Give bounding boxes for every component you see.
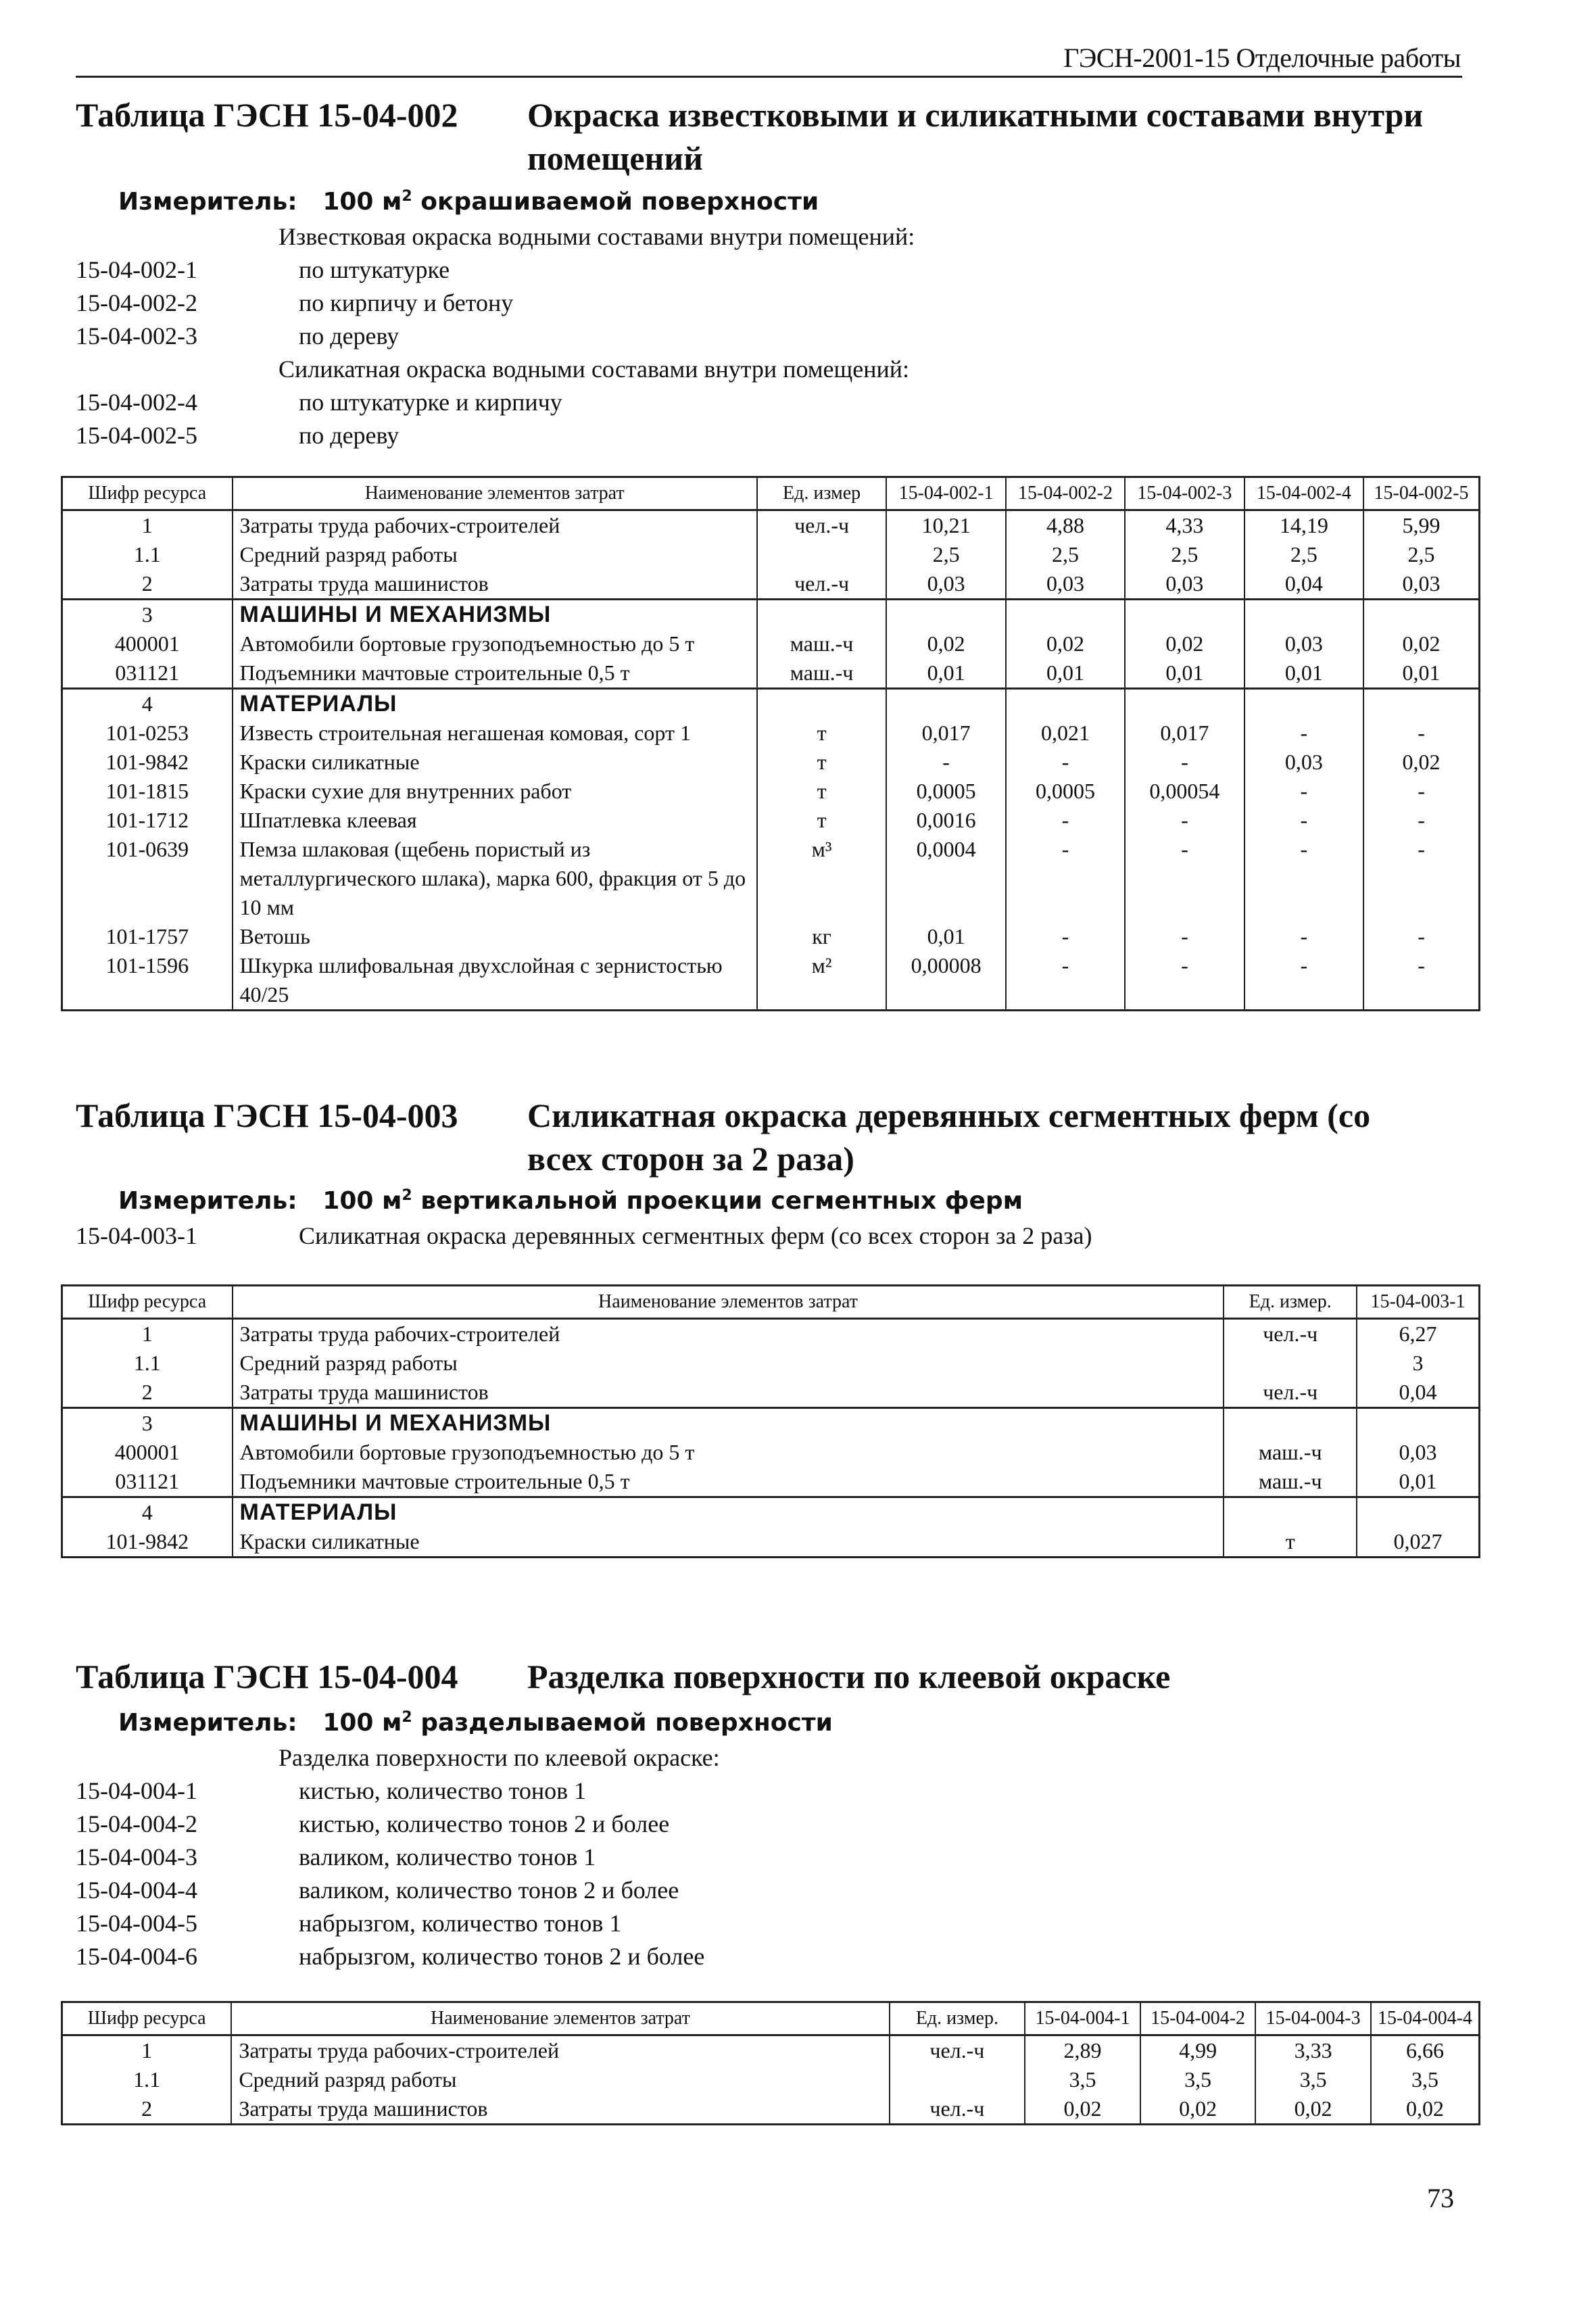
value-cell: - xyxy=(1125,806,1244,835)
value-cell: 2,89 xyxy=(1025,2035,1140,2066)
spec-row xyxy=(76,386,1428,419)
value-cell: 0,03 xyxy=(1006,569,1125,600)
unit xyxy=(757,540,887,569)
table-row xyxy=(62,777,1480,806)
unit: чел.-ч xyxy=(757,510,887,541)
value-cell: 3,5 xyxy=(1140,2065,1256,2094)
meter-sup: 2 xyxy=(402,188,412,205)
meter-label: Измеритель: xyxy=(118,188,297,216)
value-cell: 0,017 xyxy=(886,719,1005,748)
value-cell: 2,5 xyxy=(1244,540,1363,569)
table-row xyxy=(62,1497,1480,1528)
value-cell: 0,021 xyxy=(1006,719,1125,748)
value-cell: - xyxy=(1244,951,1363,1011)
value-cell xyxy=(1125,689,1244,719)
table2-spec-list xyxy=(76,1220,1495,1253)
value-cell: - xyxy=(1244,835,1363,922)
spec-row xyxy=(76,287,1428,320)
unit: м³ xyxy=(757,835,887,922)
table-row xyxy=(62,806,1480,835)
spec-row xyxy=(76,1874,1428,1907)
resource-code: 1 xyxy=(62,2035,232,2066)
value-cell: - xyxy=(886,748,1005,777)
value-cell: 0,02 xyxy=(1006,629,1125,658)
value-cell: 0,02 xyxy=(1363,748,1479,777)
value-cell: 2,5 xyxy=(1125,540,1244,569)
value-cell: 4,88 xyxy=(1006,510,1125,541)
resource-code: 101-9842 xyxy=(62,748,233,777)
column-header: Ед. измер xyxy=(757,477,887,510)
table-row xyxy=(62,2065,1480,2094)
column-header: 15-04-002-3 xyxy=(1125,477,1244,510)
value-cell: 0,02 xyxy=(1255,2094,1371,2125)
table1-spec-list xyxy=(76,220,1428,452)
table-row xyxy=(62,951,1480,1011)
meter-label: Измеритель: xyxy=(118,1187,297,1215)
resource-name: Известь строительная негашеная комовая, сорт 1 xyxy=(233,719,757,748)
value-cell: 3,5 xyxy=(1371,2065,1480,2094)
value-cell: - xyxy=(1006,951,1125,1011)
resource-code: 2 xyxy=(62,1378,233,1408)
unit: чел.-ч xyxy=(757,569,887,600)
value-cell: 0,04 xyxy=(1244,569,1363,600)
table3-code: Таблица ГЭСН 15-04-004 xyxy=(76,1658,458,1695)
spec-row xyxy=(76,1775,1428,1808)
value-cell: 0,03 xyxy=(1357,1438,1479,1467)
table1-name: Окраска известковыми и силикатными составами внутри помещений xyxy=(527,96,1424,177)
table-row xyxy=(62,1467,1480,1497)
spec-code: 15-04-004-3 xyxy=(76,1843,197,1871)
table2-name: Силикатная окраска деревянных сегментных ферм (со всех сторон за 2 раза) xyxy=(527,1096,1371,1178)
table-row xyxy=(62,1527,1480,1558)
resource-code: 101-1815 xyxy=(62,777,233,806)
value-cell xyxy=(1125,600,1244,630)
unit xyxy=(1224,1497,1357,1528)
column-header: Наименование элементов затрат xyxy=(231,2002,889,2035)
value-cell xyxy=(1363,600,1479,630)
table1-meter xyxy=(118,188,819,216)
value-cell: 0,02 xyxy=(1140,2094,1256,2125)
meter-sup: 2 xyxy=(402,1709,412,1726)
unit: маш.-ч xyxy=(1224,1467,1357,1497)
value-cell: 0,01 xyxy=(1244,658,1363,689)
value-cell: 0,03 xyxy=(1244,629,1363,658)
value-cell: - xyxy=(1244,806,1363,835)
unit: т xyxy=(757,806,887,835)
resource-name: Затраты труда машинистов xyxy=(233,569,757,600)
value-cell: 0,02 xyxy=(1371,2094,1480,2125)
column-header: 15-04-004-4 xyxy=(1371,2002,1480,2035)
value-cell: - xyxy=(1363,719,1479,748)
resource-code: 1.1 xyxy=(62,1349,233,1378)
spec-row xyxy=(76,1907,1428,1940)
column-header: 15-04-002-5 xyxy=(1363,477,1479,510)
section-title: МАТЕРИАЛЫ xyxy=(233,689,757,719)
column-header: Наименование элементов затрат xyxy=(233,1286,1224,1319)
spec-text: по дереву xyxy=(299,322,400,349)
value-cell: 0,03 xyxy=(1125,569,1244,600)
value-cell: 0,03 xyxy=(886,569,1005,600)
spec-row xyxy=(76,353,1428,386)
resource-code: 3 xyxy=(62,600,233,630)
table-row xyxy=(62,629,1480,658)
spec-code: 15-04-004-4 xyxy=(76,1877,197,1904)
value-cell: 0,01 xyxy=(1125,658,1244,689)
resource-name: Краски силикатные xyxy=(233,748,757,777)
spec-code: 15-04-002-1 xyxy=(76,256,197,283)
value-cell: 0,00054 xyxy=(1125,777,1244,806)
spec-row xyxy=(76,1741,1428,1775)
value-cell: 4,99 xyxy=(1140,2035,1256,2066)
unit: чел.-ч xyxy=(1224,1319,1357,1349)
spec-text: по штукатурке и кирпичу xyxy=(299,389,562,416)
value-cell: - xyxy=(1244,719,1363,748)
spec-row xyxy=(76,320,1428,353)
table-row xyxy=(62,600,1480,630)
table-row xyxy=(62,2094,1480,2125)
resource-code: 2 xyxy=(62,569,233,600)
running-header: ГЭСН-2001-15 Отделочные работы xyxy=(1063,43,1461,73)
value-cell xyxy=(886,600,1005,630)
table2-heading xyxy=(0,1094,1596,1182)
resource-code: 101-9842 xyxy=(62,1527,233,1558)
table2-resources xyxy=(61,1284,1480,1558)
resource-name: Затраты труда рабочих-строителей xyxy=(231,2035,889,2066)
table-row xyxy=(62,1349,1480,1378)
spec-text: по дереву xyxy=(299,422,400,449)
spec-text: валиком, количество тонов 1 xyxy=(299,1843,596,1871)
resource-code: 400001 xyxy=(62,1438,233,1467)
value-cell xyxy=(1006,600,1125,630)
table-header-row xyxy=(62,1286,1480,1319)
meter-label: Измеритель: xyxy=(118,1709,297,1737)
unit xyxy=(890,2065,1025,2094)
value-cell xyxy=(886,689,1005,719)
spec-row xyxy=(76,220,1428,254)
value-cell: 4,33 xyxy=(1125,510,1244,541)
table-header-row xyxy=(62,477,1480,510)
resource-name: Подъемники мачтовые строительные 0,5 т xyxy=(233,658,757,689)
value-cell: 3,33 xyxy=(1255,2035,1371,2066)
value-cell: 3 xyxy=(1357,1349,1479,1378)
table2-meter xyxy=(118,1187,1023,1215)
table3-meter xyxy=(118,1709,833,1737)
spec-row xyxy=(76,254,1428,287)
resource-name: Шкурка шлифовальная двухслойная с зернистостью 40/25 xyxy=(233,951,757,1011)
value-cell: 0,01 xyxy=(886,922,1005,951)
value-cell: - xyxy=(1125,922,1244,951)
resource-name: Подъемники мачтовые строительные 0,5 т xyxy=(233,1467,1224,1497)
unit: т xyxy=(1224,1527,1357,1558)
table3-resources xyxy=(61,2001,1480,2125)
value-cell: - xyxy=(1244,922,1363,951)
header-divider xyxy=(76,76,1462,78)
value-cell: - xyxy=(1363,777,1479,806)
value-cell: 0,02 xyxy=(886,629,1005,658)
spec-text: Разделка поверхности по клеевой окраске: xyxy=(279,1744,720,1771)
value-cell: 0,01 xyxy=(886,658,1005,689)
unit: маш.-ч xyxy=(757,629,887,658)
column-header: Наименование элементов затрат xyxy=(233,477,757,510)
value-cell xyxy=(1244,600,1363,630)
meter-rest: вертикальной проекции сегментных ферм xyxy=(412,1187,1023,1215)
unit xyxy=(757,689,887,719)
column-header: 15-04-002-2 xyxy=(1006,477,1125,510)
value-cell: 3,5 xyxy=(1255,2065,1371,2094)
value-cell: 5,99 xyxy=(1363,510,1479,541)
column-header: 15-04-004-2 xyxy=(1140,2002,1256,2035)
spec-text: по штукатурке xyxy=(299,256,450,283)
resource-code: 031121 xyxy=(62,658,233,689)
resource-name: Краски силикатные xyxy=(233,1527,1224,1558)
value-cell: 0,027 xyxy=(1357,1527,1479,1558)
value-cell xyxy=(1006,689,1125,719)
value-cell: 0,0004 xyxy=(886,835,1005,922)
resource-code: 1.1 xyxy=(62,2065,232,2094)
table1-code: Таблица ГЭСН 15-04-002 xyxy=(76,96,458,134)
spec-text: кистью, количество тонов 1 xyxy=(299,1777,587,1804)
resource-code: 101-1712 xyxy=(62,806,233,835)
resource-name: Затраты труда рабочих-строителей xyxy=(233,1319,1224,1349)
value-cell: - xyxy=(1363,835,1479,922)
unit: т xyxy=(757,719,887,748)
unit: маш.-ч xyxy=(1224,1438,1357,1467)
table1-resources xyxy=(61,476,1480,1011)
meter-rest: окрашиваемой поверхности xyxy=(412,188,819,216)
spec-text: кистью, количество тонов 2 и более xyxy=(299,1810,670,1837)
unit: м² xyxy=(757,951,887,1011)
resource-name: Средний разряд работы xyxy=(231,2065,889,2094)
meter-sup: 2 xyxy=(402,1187,412,1204)
column-header: 15-04-002-1 xyxy=(886,477,1005,510)
table-row xyxy=(62,1408,1480,1439)
table-header-row xyxy=(62,2002,1480,2035)
page-number: 73 xyxy=(1427,2183,1454,2213)
unit xyxy=(1224,1349,1357,1378)
column-header: 15-04-003-1 xyxy=(1357,1286,1479,1319)
column-header: Ед. измер. xyxy=(890,2002,1025,2035)
value-cell: - xyxy=(1125,748,1244,777)
resource-name: Шпатлевка клеевая xyxy=(233,806,757,835)
value-cell: 0,0005 xyxy=(1006,777,1125,806)
column-header: Шифр ресурса xyxy=(62,1286,233,1319)
resource-name: Автомобили бортовые грузоподъемностью до 5 т xyxy=(233,1438,1224,1467)
resource-code: 101-0253 xyxy=(62,719,233,748)
resource-code: 1.1 xyxy=(62,540,233,569)
value-cell: 3,5 xyxy=(1025,2065,1140,2094)
spec-text: по кирпичу и бетону xyxy=(299,289,514,316)
value-cell: 10,21 xyxy=(886,510,1005,541)
table-row xyxy=(62,540,1480,569)
value-cell: 0,01 xyxy=(1363,658,1479,689)
resource-code: 4 xyxy=(62,1497,233,1528)
value-cell: 0,03 xyxy=(1363,569,1479,600)
meter-value: 100 м xyxy=(322,188,402,216)
value-cell: 0,01 xyxy=(1006,658,1125,689)
resource-code: 101-1596 xyxy=(62,951,233,1011)
spec-row xyxy=(76,1220,1495,1253)
resource-code: 3 xyxy=(62,1408,233,1439)
value-cell: - xyxy=(1006,922,1125,951)
value-cell xyxy=(1357,1408,1479,1439)
column-header: 15-04-002-4 xyxy=(1244,477,1363,510)
value-cell: 0,01 xyxy=(1357,1467,1479,1497)
table3-spec-list xyxy=(76,1741,1428,1973)
table-row xyxy=(62,719,1480,748)
table1-heading xyxy=(0,93,1596,181)
section-title: МАШИНЫ И МЕХАНИЗМЫ xyxy=(233,1408,1224,1439)
spec-text: набрызгом, количество тонов 1 xyxy=(299,1910,622,1937)
column-header: Шифр ресурса xyxy=(62,477,233,510)
value-cell: 2,5 xyxy=(1363,540,1479,569)
spec-text: Известковая окраска водными составами внутри помещений: xyxy=(279,223,915,250)
table-row xyxy=(62,510,1480,541)
value-cell: - xyxy=(1363,922,1479,951)
value-cell xyxy=(1357,1497,1479,1528)
spec-text: валиком, количество тонов 2 и более xyxy=(299,1877,679,1904)
value-cell: - xyxy=(1125,835,1244,922)
value-cell: 0,0016 xyxy=(886,806,1005,835)
value-cell: - xyxy=(1363,806,1479,835)
spec-row xyxy=(76,1841,1428,1874)
resource-code: 400001 xyxy=(62,629,233,658)
unit: т xyxy=(757,777,887,806)
spec-code: 15-04-002-4 xyxy=(76,389,197,416)
resource-code: 4 xyxy=(62,689,233,719)
value-cell: 6,27 xyxy=(1357,1319,1479,1349)
resource-name: Ветошь xyxy=(233,922,757,951)
value-cell xyxy=(1244,689,1363,719)
table-row xyxy=(62,658,1480,689)
table-row xyxy=(62,2035,1480,2066)
meter-value: 100 м xyxy=(322,1187,402,1215)
resource-name: Затраты труда рабочих-строителей xyxy=(233,510,757,541)
value-cell: 2,5 xyxy=(886,540,1005,569)
meter-value: 100 м xyxy=(322,1709,402,1737)
resource-name: Затраты труда машинистов xyxy=(231,2094,889,2125)
resource-code: 101-1757 xyxy=(62,922,233,951)
value-cell: 0,02 xyxy=(1025,2094,1140,2125)
spec-text: Силикатная окраска водными составами внутри помещений: xyxy=(279,356,910,383)
value-cell: 0,017 xyxy=(1125,719,1244,748)
resource-code: 1 xyxy=(62,1319,233,1349)
value-cell: 0,02 xyxy=(1125,629,1244,658)
value-cell: 0,04 xyxy=(1357,1378,1479,1408)
spec-code: 15-04-004-5 xyxy=(76,1910,197,1937)
value-cell: 0,02 xyxy=(1363,629,1479,658)
table-row xyxy=(62,1319,1480,1349)
column-header: 15-04-004-1 xyxy=(1025,2002,1140,2035)
value-cell: 0,03 xyxy=(1244,748,1363,777)
spec-row xyxy=(76,1808,1428,1841)
resource-name: Пемза шлаковая (щебень пористый из металлургического шлака), марка 600, фракция от 5 до 10 мм xyxy=(233,835,757,922)
value-cell: - xyxy=(1006,835,1125,922)
spec-code: 15-04-002-2 xyxy=(76,289,197,316)
resource-name: Затраты труда машинистов xyxy=(233,1378,1224,1408)
spec-text: Силикатная окраска деревянных сегментных ферм (со всех сторон за 2 раза) xyxy=(299,1222,1092,1249)
unit: маш.-ч xyxy=(757,658,887,689)
spec-code: 15-04-004-1 xyxy=(76,1777,197,1804)
value-cell: - xyxy=(1006,806,1125,835)
value-cell: 0,00008 xyxy=(886,951,1005,1011)
value-cell: 14,19 xyxy=(1244,510,1363,541)
spec-row xyxy=(76,419,1428,452)
table3-heading xyxy=(0,1655,1596,1702)
spec-row xyxy=(76,1940,1428,1973)
column-header: 15-04-004-3 xyxy=(1255,2002,1371,2035)
table2-code: Таблица ГЭСН 15-04-003 xyxy=(76,1096,458,1134)
unit: чел.-ч xyxy=(1224,1378,1357,1408)
spec-code: 15-04-003-1 xyxy=(76,1222,197,1249)
resource-code: 1 xyxy=(62,510,233,541)
resource-code: 101-0639 xyxy=(62,835,233,922)
value-cell: - xyxy=(1006,748,1125,777)
table-row xyxy=(62,569,1480,600)
meter-rest: разделываемой поверхности xyxy=(412,1709,833,1737)
value-cell: - xyxy=(1363,951,1479,1011)
table-row xyxy=(62,1378,1480,1408)
column-header: Шифр ресурса xyxy=(62,2002,232,2035)
spec-code: 15-04-002-3 xyxy=(76,322,197,349)
resource-name: Средний разряд работы xyxy=(233,1349,1224,1378)
section-title: МАТЕРИАЛЫ xyxy=(233,1497,1224,1528)
unit: чел.-ч xyxy=(890,2035,1025,2066)
spec-code: 15-04-002-5 xyxy=(76,422,197,449)
table-row xyxy=(62,922,1480,951)
value-cell: 6,66 xyxy=(1371,2035,1480,2066)
value-cell: 0,0005 xyxy=(886,777,1005,806)
unit: т xyxy=(757,748,887,777)
unit: кг xyxy=(757,922,887,951)
table-row xyxy=(62,835,1480,922)
table3-name: Разделка поверхности по клеевой окраске xyxy=(527,1658,1171,1695)
table-row xyxy=(62,1438,1480,1467)
resource-name: Краски сухие для внутренних работ xyxy=(233,777,757,806)
resource-name: Автомобили бортовые грузоподъемностью до 5 т xyxy=(233,629,757,658)
spec-text: набрызгом, количество тонов 2 и более xyxy=(299,1943,705,1970)
value-cell: 2,5 xyxy=(1006,540,1125,569)
unit xyxy=(757,600,887,630)
value-cell xyxy=(1363,689,1479,719)
table-row xyxy=(62,748,1480,777)
section-title: МАШИНЫ И МЕХАНИЗМЫ xyxy=(233,600,757,630)
table-row xyxy=(62,689,1480,719)
resource-name: Средний разряд работы xyxy=(233,540,757,569)
spec-code: 15-04-004-6 xyxy=(76,1943,197,1970)
value-cell: - xyxy=(1244,777,1363,806)
spec-code: 15-04-004-2 xyxy=(76,1810,197,1837)
unit xyxy=(1224,1408,1357,1439)
unit: чел.-ч xyxy=(890,2094,1025,2125)
resource-code: 2 xyxy=(62,2094,232,2125)
column-header: Ед. измер. xyxy=(1224,1286,1357,1319)
value-cell: - xyxy=(1125,951,1244,1011)
resource-code: 031121 xyxy=(62,1467,233,1497)
